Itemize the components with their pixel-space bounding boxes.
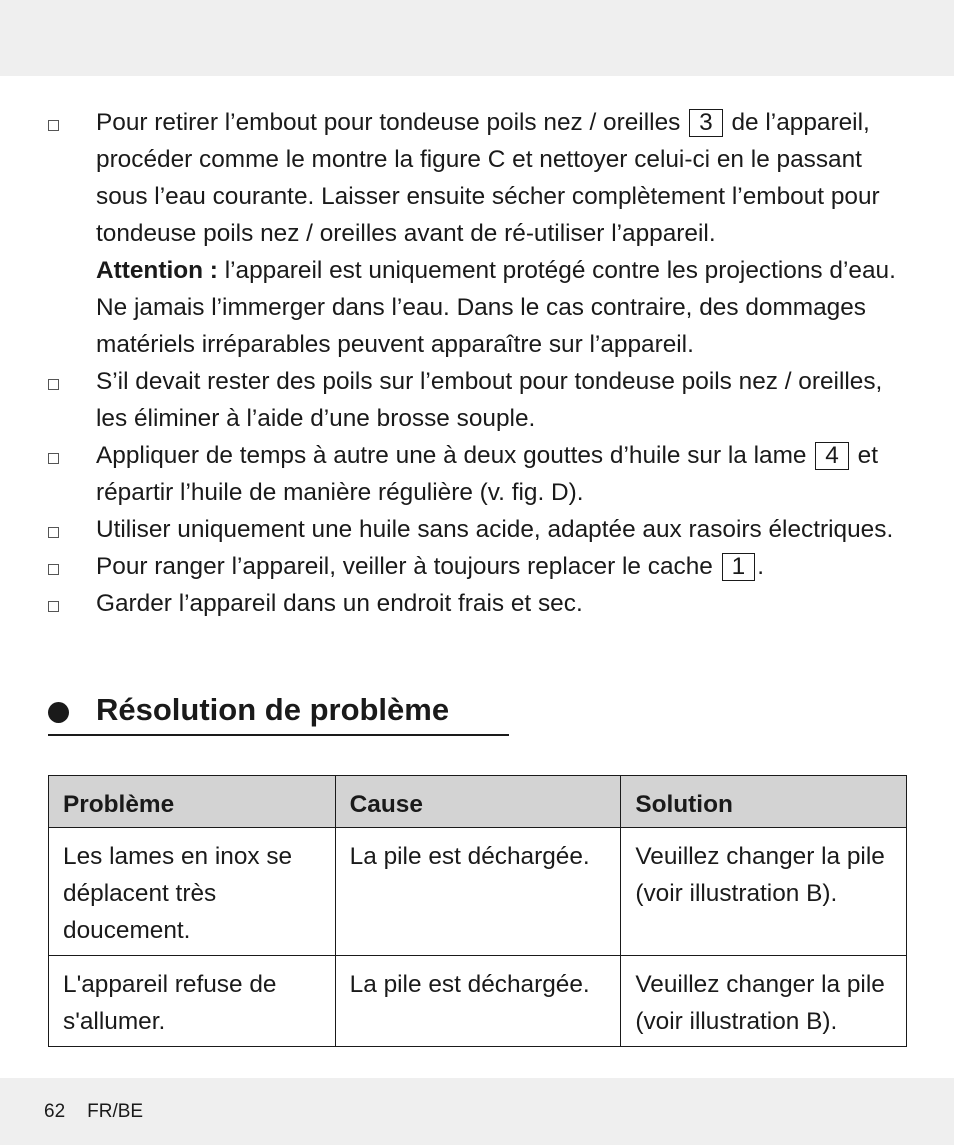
page-footer: [44, 1101, 143, 1123]
table-cell: L'appareil refuse de s'allumer.: [49, 956, 336, 1047]
table-row: [49, 828, 907, 956]
attention-text: l’appareil est uniquement protégé contre les projections d’eau. Ne jamais l’immerger dans l’eau. Dans le cas contraire, des dommages matériels irréparables peuvent apparaître sur l’appareil.: [96, 257, 896, 358]
bullet-square-icon: [48, 527, 59, 538]
footer-band: [0, 1078, 954, 1145]
list-item-text: de l’appareil, procéder comme le montre la figure C et nettoyer celui-ci en le passant sous l’eau courante. Laisser ensuite sécher complètement l’embout pour tondeuse poils nez / oreilles avant de ré-utiliser l’appareil.: [96, 109, 880, 247]
list-item: [0, 104, 954, 363]
column-header-cause: Cause: [335, 776, 621, 828]
list-item-text: Pour ranger l’appareil, veiller à toujours replacer le cache: [96, 553, 713, 580]
table-cell: Veuillez changer la pile (voir illustration B).: [621, 828, 907, 956]
table-cell: Veuillez changer la pile (voir illustration B).: [621, 956, 907, 1047]
table-row: [49, 956, 907, 1047]
part-reference: 1: [722, 553, 756, 581]
table-cell: La pile est déchargée.: [335, 828, 621, 956]
instruction-list: [0, 104, 954, 622]
list-item: [0, 363, 954, 437]
troubleshooting-table: [48, 775, 907, 1047]
list-item-text: Pour retirer l’embout pour tondeuse poils nez / oreilles: [96, 109, 681, 136]
bullet-square-icon: [48, 379, 59, 390]
part-reference: 3: [689, 109, 723, 137]
list-item-text: et répartir l’huile de manière régulière (v. fig. D).: [96, 442, 878, 506]
section-title: Résolution de problème: [96, 692, 450, 727]
list-item: [0, 585, 954, 622]
list-item-text: Garder l’appareil dans un endroit frais et sec.: [96, 590, 583, 617]
column-header-problem: Problème: [49, 776, 336, 828]
table-cell: La pile est déchargée.: [335, 956, 621, 1047]
bullet-square-icon: [48, 120, 59, 131]
attention-label: Attention :: [96, 257, 218, 284]
page-number: 62: [44, 1101, 66, 1122]
bullet-dot-icon: [48, 702, 69, 723]
bullet-square-icon: [48, 453, 59, 464]
table-cell: Les lames en inox se déplacent très doucement.: [49, 828, 336, 956]
list-item-text: .: [757, 553, 765, 580]
header-band: [0, 0, 954, 76]
list-item-text: Utiliser uniquement une huile sans acide, adaptée aux rasoirs électriques.: [96, 516, 894, 543]
list-item: [0, 437, 954, 511]
bullet-square-icon: [48, 564, 59, 575]
list-item-text: S’il devait rester des poils sur l’embout pour tondeuse poils nez / oreilles, les éliminer à l’aide d’une brosse souple.: [96, 368, 883, 432]
column-header-solution: Solution: [621, 776, 907, 828]
section-heading: [48, 688, 509, 736]
table-header-row: [49, 776, 907, 828]
locale-code: FR/BE: [87, 1101, 144, 1122]
part-reference: 4: [815, 442, 849, 470]
list-item: [0, 511, 954, 548]
list-item-text: Appliquer de temps à autre une à deux gouttes d’huile sur la lame: [96, 442, 807, 469]
bullet-square-icon: [48, 601, 59, 612]
list-item: [0, 548, 954, 585]
